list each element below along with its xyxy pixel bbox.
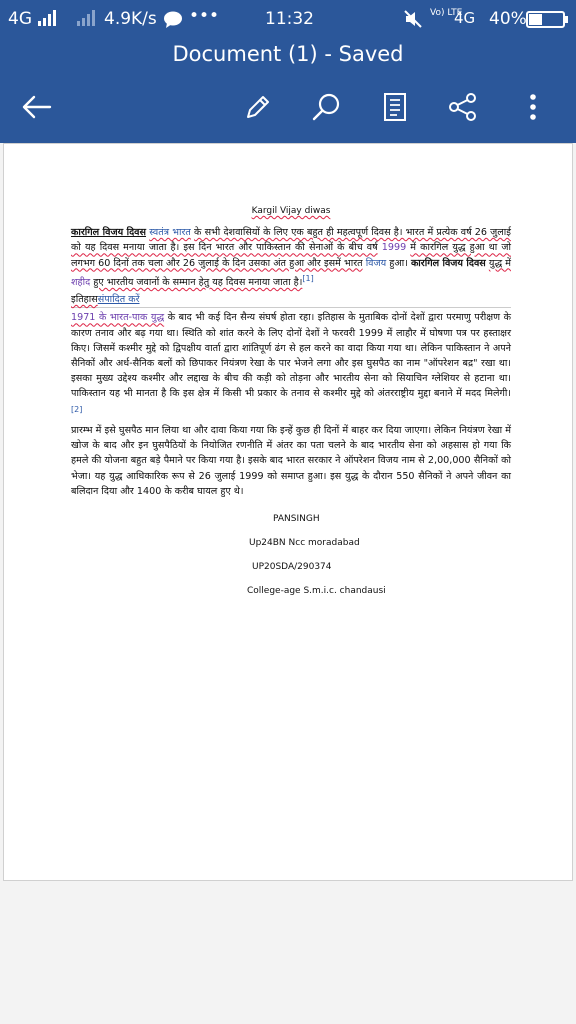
network-speed: 4.9K/s bbox=[104, 9, 157, 29]
search-icon bbox=[311, 92, 341, 122]
network-indicator bbox=[8, 9, 59, 29]
more-options-button[interactable] bbox=[511, 85, 555, 129]
intro-text-2: में कारगिल युद्ध हुआ था जो लगभग 60 दिनों तक चला और 26 जुलाई के दिन उसका अंत हुआ और इसमें भारत bbox=[71, 242, 511, 269]
signature-line-3: College-age S.m.i.c. chandausi bbox=[247, 586, 386, 597]
share-button[interactable] bbox=[441, 85, 485, 129]
paragraph-history bbox=[71, 310, 511, 421]
network-label: 4G bbox=[8, 9, 32, 29]
volte-indicator: Vo) LTE bbox=[430, 8, 463, 18]
intro-text-1: के सभी देशवासियों के लिए एक बहुत ही महत्वपूर्ण दिवस है। भारत में प्रत्येक वर्ष 26 जुलाई को यह दिवस मनाया जाता है। इस दिन भारत और पाकिस्तान की सेनाओं के बीच वर्ष bbox=[71, 227, 512, 254]
signal-weak-icon bbox=[76, 10, 98, 26]
message-icon bbox=[163, 11, 183, 28]
back-arrow-icon bbox=[22, 95, 52, 119]
link-independent-india[interactable]: स्वतंत्र भारत bbox=[149, 227, 191, 239]
signal-icon bbox=[37, 10, 59, 26]
paragraph-operation: प्रारम्भ में इसे घुसपैठ मान लिया था और दावा किया गया कि इन्हें कुछ ही दिनों में बाहर कर दिया जाएगा। लेकिन नियंत्रण रेखा में खोज के बाद और इन घुसपैठियों के नियोजित रणनीति में अंतर का पता चलने के बाद भारतीय सेना को अहसास हो गया कि हमले की योजना बहुत बड़े पैमाने पर किया गया है। इसके बाद भारत सरकार ने ऑपरेशन विजय नाम से 2,00,000 सैनिकों को भेजा। यह युद्ध आधिकारिक रूप से 26 जुलाई 1999 को समाप्त हुआ। इस युद्ध के दौरान 550 सैनिकों ने अपने जीवन का बलिदान दिया और 1400 के करीब घायल हुए थे। bbox=[71, 425, 511, 497]
status-bar bbox=[0, 0, 576, 38]
search-button[interactable] bbox=[304, 85, 348, 129]
mute-icon bbox=[404, 10, 422, 28]
intro-text-4: युद्ध में bbox=[488, 257, 511, 269]
section-heading-history bbox=[71, 292, 511, 308]
document-page[interactable] bbox=[3, 143, 573, 881]
document-title: Document (1) - Saved bbox=[172, 42, 404, 66]
document-heading-text: Kargil Vijay diwas bbox=[251, 206, 331, 216]
network2-label: 4G bbox=[454, 9, 476, 27]
signature-line-2: UP20SDA/290374 bbox=[252, 562, 332, 573]
edit-section-link[interactable]: संपादित करें bbox=[97, 294, 140, 306]
battery-icon bbox=[526, 11, 568, 28]
link-vijay[interactable]: विजय bbox=[365, 257, 387, 269]
pencil-icon bbox=[244, 93, 272, 121]
more-vertical-icon bbox=[529, 93, 537, 121]
paragraph-intro bbox=[71, 225, 511, 290]
intro-text-5: हुए भारतीय जवानों के सम्मान हेतु यह दिवस मनाया जाता है। bbox=[93, 277, 303, 288]
reference-2[interactable]: [2] bbox=[71, 404, 83, 414]
clock: 11:32 bbox=[265, 9, 314, 29]
document-heading bbox=[71, 204, 511, 219]
bold-term-2: कारगिल विजय दिवस bbox=[410, 257, 486, 269]
app-bar bbox=[0, 0, 576, 143]
signature-line-1: Up24BN Ncc moradabad bbox=[249, 538, 360, 549]
share-icon bbox=[448, 92, 478, 122]
history-text: के बाद भी कई दिन सैन्य संघर्ष होता रहा। इतिहास के मुताबिक दोनों देशों द्वारा परमाणु परीक्षण के कारण तनाव और बढ़ गया था। स्थिति को शांत करने के लिए दोनों देशों ने फरवरी 1999 में लाहौर में घोषणा पत्र पर हस्ताक्षर किए। जिसमें कश्मीर मुद्दे को द्विपक्षीय वार्ता द्वारा शांतिपूर्ण ढंग से हल करने का वादा किया गया था। लेकिन पाकिस्तान ने अपने सैनिकों और अर्ध-सैनिक बलों को छिपाकर नियंत्रण रेखा के पार भेजने लगा और इस घुसपैठ का नाम "ऑपरेशन बद्र" रखा था। इसका मुख्य उद्देश्य कश्मीर और लद्दाख के बीच की कड़ी को तोड़ना और भारतीय सेना को सियाचिन ग्लेशियर से हटाना था। पाकिस्तान यह भी मानता है कि इस क्षेत्र में किसी भी प्रकार के तनाव से कश्मीर मुद्दे को अंतरराष्ट्रीय मुद्दा बनाने में मदद मिलेगी। bbox=[71, 312, 511, 400]
intro-text-3: हुआ। bbox=[389, 257, 408, 269]
bold-term: कारगिल विजय दिवस bbox=[71, 227, 147, 239]
link-1971-war[interactable]: 1971 के भारत-पाक युद्ध bbox=[71, 312, 165, 324]
reference-1[interactable]: [1] bbox=[302, 273, 314, 283]
back-button[interactable] bbox=[15, 85, 59, 129]
battery-percent: 40% bbox=[489, 9, 527, 29]
link-shaheed[interactable]: शहीद bbox=[71, 277, 91, 288]
history-label: इतिहास bbox=[71, 294, 98, 306]
edit-button[interactable] bbox=[236, 85, 280, 129]
reading-view-button[interactable] bbox=[373, 85, 417, 129]
signature-name: PANSINGH bbox=[273, 514, 320, 525]
more-notifications: ••• bbox=[189, 6, 220, 26]
document-content bbox=[71, 204, 511, 603]
link-1999[interactable]: 1999 bbox=[381, 242, 407, 254]
reading-view-icon bbox=[383, 92, 407, 122]
